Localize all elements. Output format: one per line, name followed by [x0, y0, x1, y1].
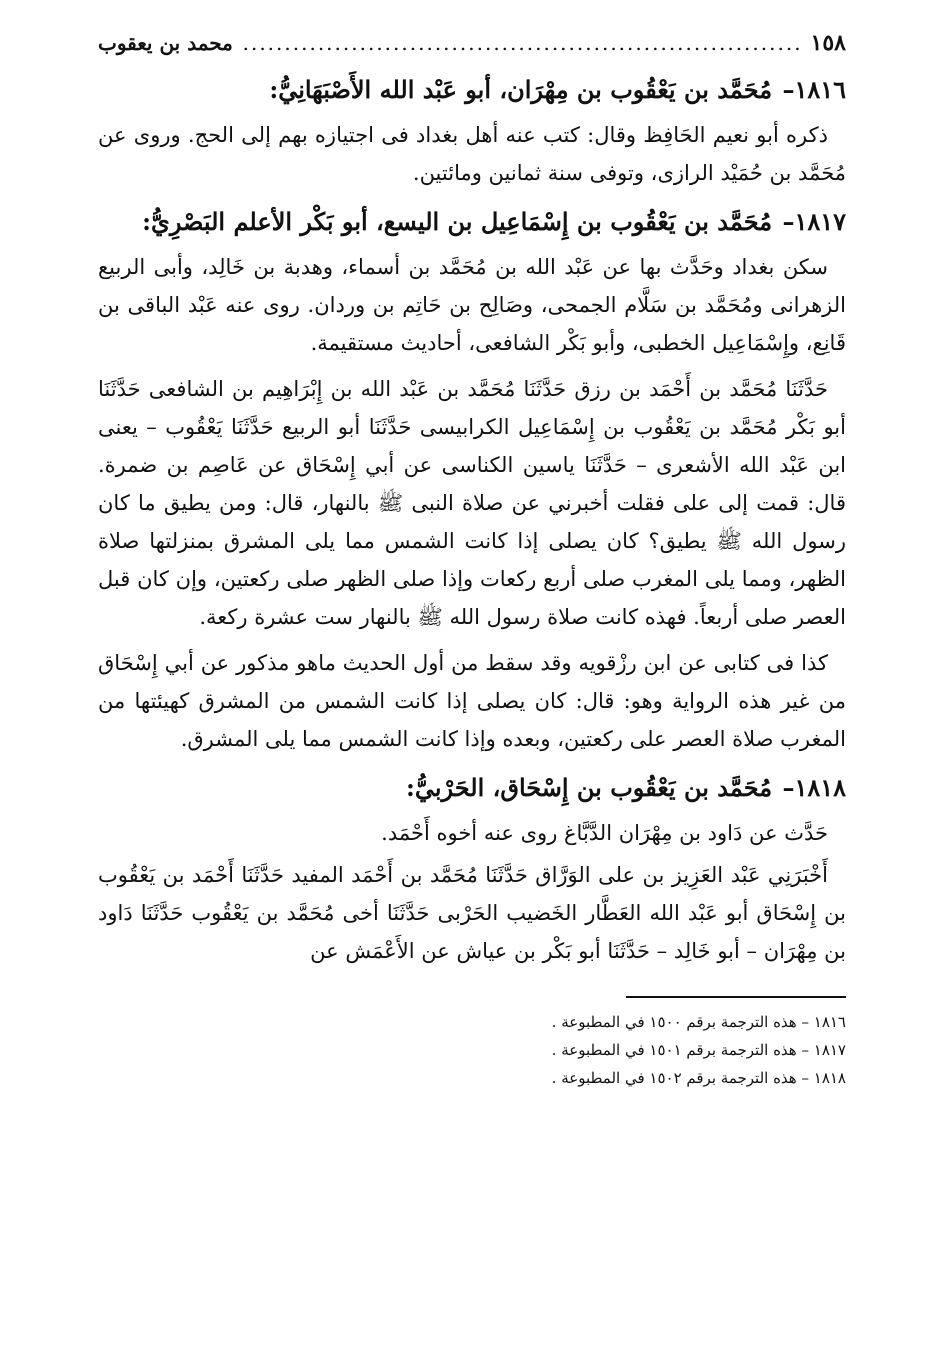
- entry-heading: [98, 766, 846, 810]
- entry-1818: [98, 766, 846, 970]
- running-head: [98, 30, 846, 64]
- running-title: محمد بن يعقوب: [98, 31, 233, 55]
- hadith-paragraph: حَدَّثَنَا مُحَمَّد بن أَحْمَد بن رزق حَدَّثَنَا مُحَمَّد بن عَبْد الله بن إِبْرَاهِيم بن الشافعى حَدَّثَنَا أبو بَكْر مُحَمَّد بن يَعْقُوب بن إِسْمَاعِيل الكرابيسى حَدَّثَنَا أبو الربيع حَدَّثَنَا يَعْقُوب – يعنى ابن عَبْد الله الأشعرى – حَدَّثَنَا ياسين الكناسى عن أبي إِسْحَاق عن عَاصِم بن ضمرة. قال: قمت إلى على فقلت أخبرني عن صلاة النبى ﷺ بالنهار، قال: ومن يطيق ما كان رسول الله ﷺ يطيق؟ كان يصلى إذا كانت الشمس مما يلى المشرق بمنزلتها صلاة الظهر، ومما يلى المغرب صلى أربع ركعات وإذا صلى الظهر صلى ركعتين، وإن كان قبل العصر صلى أربعاً. فهذه كانت صلاة رسول الله ﷺ بالنهار ست عشرة ركعة.: [98, 377, 846, 629]
- footnote: ١٨١٧ – هذه الترجمة برقم ١٥٠١ في المطبوعة .: [551, 1041, 846, 1059]
- entry-title: مُحَمَّد بن يَعْقُوب بن إِسْمَاعِيل بن اليسع، أبو بَكْر الأعلم البَصْرِيُّ:: [142, 207, 773, 236]
- entry-paragraph: سكن بغداد وحَدَّث بها عن عَبْد الله بن مُحَمَّد بن أسماء، وهدبة بن خَالِد، وأبى الربيع الزهرانى ومُحَمَّد بن سَلَّام الجمحى، وصَالِح بن حَاتِم بن وردان. روى عنه عَبْد الباقى بن قَانِع، وإِسْمَاعِيل الخطبى، وأبو بَكْر الشافعى، أحاديث مستقيمة.: [98, 255, 846, 355]
- commentary-paragraph: كذا فى كتابى عن ابن رزْقويه وقد سقط من أول الحديث ماهو مذكور عن أبي إِسْحَاق من غير هذه الرواية وهو: قال: كان يصلى إذا كانت الشمس من المشرق كهيئتها من المغرب صلاة العصر على ركعتين، وبعده وإذا كانت الشمس مما يلى المشرق.: [98, 651, 846, 751]
- entry-heading: [98, 68, 846, 112]
- entry-1816: [98, 68, 846, 192]
- entry-paragraph: ذكره أبو نعيم الحَافِظ وقال: كتب عنه أهل بغداد فى اجتيازه بهم إلى الحج. وروى عن مُحَمَّد بن حُمَيْد الرازى، وتوفى سنة ثمانين ومائتين.: [98, 123, 846, 185]
- entry-number: ١٨١٧–: [782, 207, 846, 236]
- entry-paragraph: حَدَّث عن دَاود بن مِهْرَان الدَّبَّاغ روى عنه أخوه أَحْمَد.: [381, 821, 828, 845]
- page-number: ١٥٨: [810, 30, 846, 56]
- entry-number: ١٨١٨–: [782, 773, 846, 802]
- entry-title: مُحَمَّد بن يَعْقُوب بن مِهْرَان، أبو عَبْد الله الأَصْبَهَانِيُّ:: [269, 75, 773, 104]
- entry-heading: [98, 200, 846, 244]
- entry-title: مُحَمَّد بن يَعْقُوب بن إِسْحَاق، الحَرْبيُّ:: [405, 773, 773, 802]
- footnote: ١٨١٦ – هذه الترجمة برقم ١٥٠٠ في المطبوعة .: [551, 1013, 846, 1031]
- footnote-rule: [626, 996, 846, 998]
- entry-1817: [98, 200, 846, 758]
- footnotes: [98, 1008, 846, 1092]
- leader-dots: [241, 31, 803, 55]
- hadith-paragraph: أَخْبَرَنِي عَبْد العَزِيز بن على الوَرَّاق حَدَّثَنَا مُحَمَّد بن أَحْمَد المفيد حَدَّثَنَا أَحْمَد بن يَعْقُوب بن إِسْحَاق أبو عَبْد الله العَطَّار الخَضيب الحَرْبى حَدَّثَنَا أخى مُحَمَّد بن يَعْقُوب حَدَّثَنَا دَاود بن مِهْرَان – أبو خَالِد – حَدَّثَنَا أبو بَكْر بن عياش عن الأَعْمَش عن: [98, 863, 846, 963]
- entry-number: ١٨١٦–: [782, 75, 846, 104]
- footnote: ١٨١٨ – هذه الترجمة برقم ١٥٠٢ في المطبوعة .: [551, 1069, 846, 1087]
- book-page: [98, 30, 846, 1340]
